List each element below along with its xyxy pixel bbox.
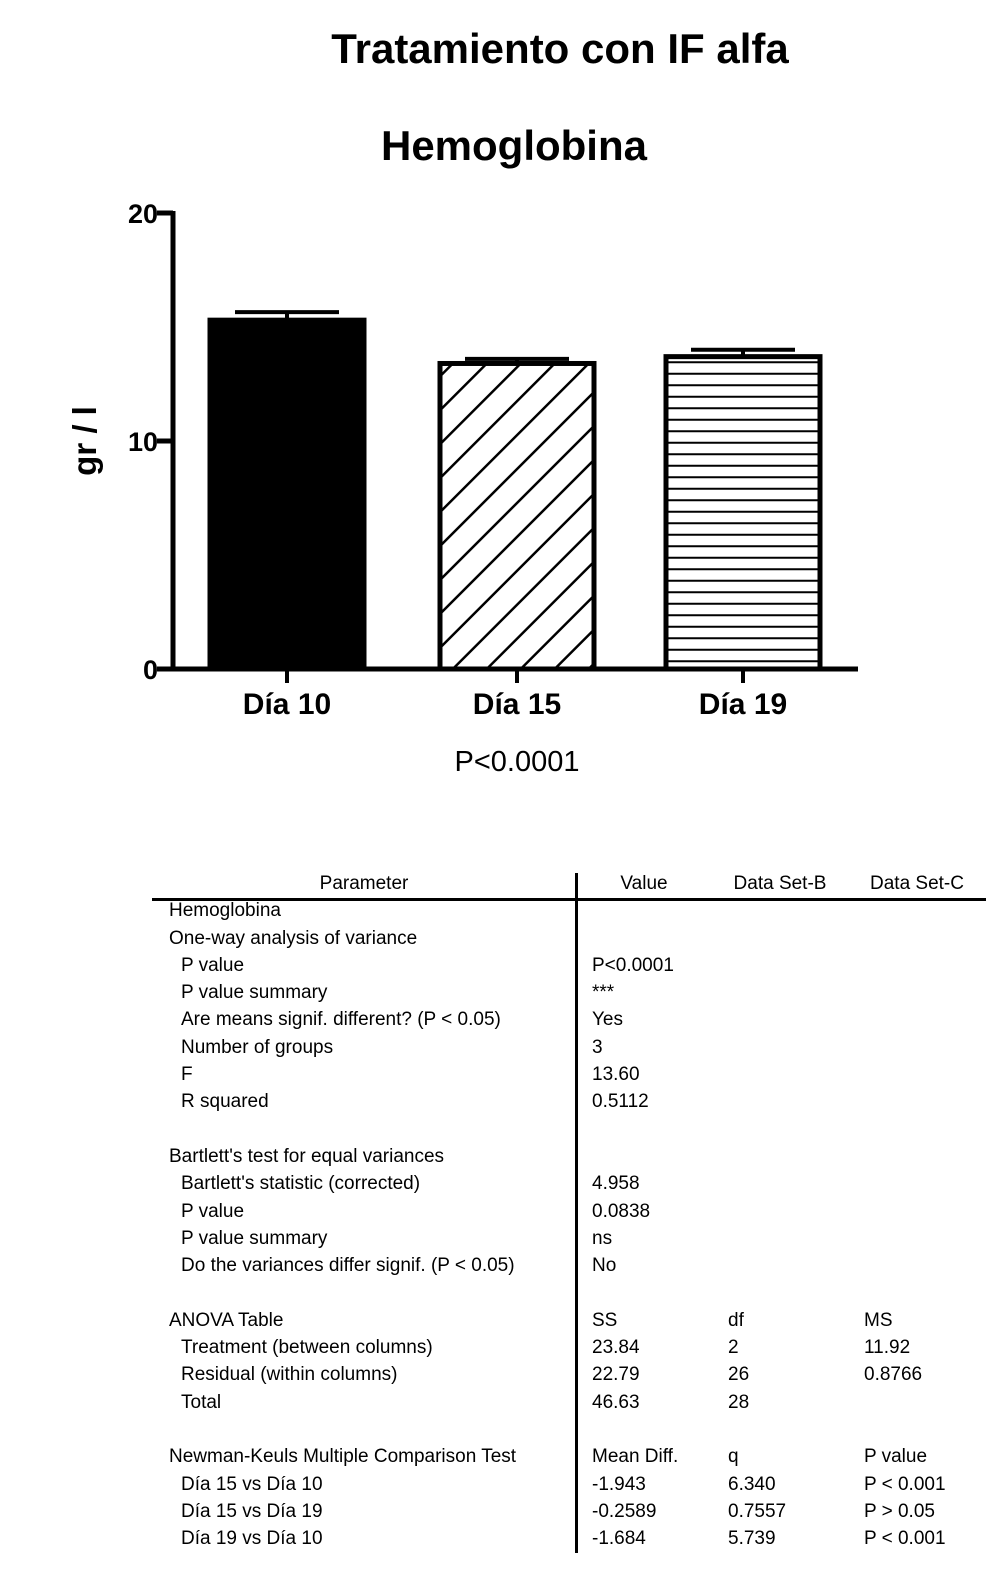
parameter-cell: Bartlett's statistic (corrected): [181, 1173, 421, 1195]
parameter-cell: Hemoglobina: [169, 900, 281, 922]
value-cell: 46.63: [592, 1391, 640, 1413]
value-cell: 23.84: [592, 1337, 640, 1359]
table-row: [152, 1279, 986, 1306]
value-cell: 0.5112: [592, 1091, 649, 1113]
table-row: [152, 1061, 986, 1088]
table-row: [152, 1143, 986, 1170]
header-value: Value: [620, 873, 668, 894]
data-set-c-cell: P > 0.05: [864, 1500, 935, 1522]
value-cell: No: [592, 1255, 617, 1277]
data-set-c-cell: 0.8766: [864, 1364, 923, 1386]
header-parameter: Parameter: [319, 873, 409, 894]
parameter-cell: Treatment (between columns): [181, 1337, 433, 1359]
parameter-cell: P value summary: [181, 1227, 328, 1249]
table-row: [152, 1389, 986, 1416]
anova-results-table: [152, 870, 986, 1552]
value-cell: -1.943: [592, 1473, 646, 1495]
table-row: [152, 897, 986, 924]
parameter-cell: F: [181, 1064, 193, 1086]
y-axis-label: gr / l: [66, 406, 103, 476]
parameter-cell: Newman-Keuls Multiple Comparison Test: [169, 1446, 517, 1468]
table-row: [152, 1198, 986, 1225]
y-tick-label: 0: [142, 655, 158, 685]
table-row: [152, 1225, 986, 1252]
data-set-c-cell: P value: [864, 1446, 928, 1468]
table-row: [152, 1471, 986, 1498]
table-row: [152, 1116, 986, 1143]
data-set-b-cell: q: [728, 1446, 739, 1468]
parameter-cell: ANOVA Table: [169, 1309, 284, 1331]
table-row: [152, 1416, 986, 1443]
parameter-cell: P value: [181, 954, 245, 976]
parameter-cell: Día 15 vs Día 10: [181, 1473, 323, 1495]
table-row: [152, 1443, 986, 1470]
value-cell: Mean Diff.: [592, 1446, 679, 1468]
table-row: [152, 1170, 986, 1197]
data-set-b-cell: 28: [728, 1391, 750, 1413]
value-cell: 13.60: [592, 1064, 640, 1086]
value-cell: 22.79: [592, 1364, 640, 1386]
x-tick-label: Día 10: [242, 688, 332, 721]
parameter-cell: P value: [181, 1200, 245, 1222]
chart-title: Tratamiento con IF alfa: [331, 25, 789, 72]
p-value-annotation: P<0.0001: [454, 746, 580, 778]
value-cell: Yes: [592, 1009, 623, 1031]
parameter-cell: R squared: [181, 1091, 269, 1113]
value-cell: P<0.0001: [592, 954, 674, 976]
data-set-c-cell: MS: [864, 1309, 893, 1331]
value-cell: -0.2589: [592, 1500, 657, 1522]
table-header-row: [152, 870, 986, 897]
value-cell: 3: [592, 1036, 603, 1058]
parameter-cell: One-way analysis of variance: [169, 927, 418, 949]
header-data-set-c: Data Set-C: [870, 873, 964, 894]
bar-3: [666, 357, 820, 669]
table-row: [152, 952, 986, 979]
chart-subtitle: Hemoglobina: [380, 122, 648, 169]
bar-1: [210, 320, 364, 669]
parameter-cell: Do the variances differ signif. (P < 0.05): [181, 1255, 515, 1277]
data-set-b-cell: 6.340: [728, 1473, 776, 1495]
table-row: [152, 1334, 986, 1361]
header-data-set-b: Data Set-B: [733, 873, 827, 894]
table-row: [152, 1006, 986, 1033]
table-row: [152, 1252, 986, 1279]
parameter-cell: Number of groups: [181, 1036, 334, 1058]
data-set-b-cell: 2: [728, 1337, 739, 1359]
data-set-b-cell: 0.7557: [728, 1500, 787, 1522]
value-cell: -1.684: [592, 1528, 646, 1550]
data-set-b-cell: df: [728, 1309, 744, 1331]
table-row: [152, 1498, 986, 1525]
value-cell: ***: [592, 982, 615, 1004]
bar-2: [440, 363, 594, 669]
value-cell: ns: [592, 1227, 613, 1249]
data-set-b-cell: 26: [728, 1364, 750, 1386]
value-cell: SS: [592, 1309, 618, 1331]
value-cell: 4.958: [592, 1173, 640, 1195]
value-cell: 0.0838: [592, 1200, 651, 1222]
table-row: [152, 1088, 986, 1115]
bars-layer: [210, 312, 820, 721]
table-row: [152, 1034, 986, 1061]
data-set-c-cell: P < 0.001: [864, 1473, 946, 1495]
table-row: [152, 1307, 986, 1334]
data-set-b-cell: 5.739: [728, 1528, 776, 1550]
parameter-cell: Día 15 vs Día 19: [181, 1500, 323, 1522]
x-tick-label: Día 15: [472, 688, 562, 721]
parameter-cell: Total: [181, 1391, 222, 1413]
data-set-c-cell: 11.92: [864, 1337, 911, 1359]
table-row: [152, 979, 986, 1006]
parameter-cell: Día 19 vs Día 10: [181, 1528, 323, 1550]
x-tick-label: Día 19: [698, 688, 788, 721]
parameter-cell: P value summary: [181, 982, 328, 1004]
table-row: [152, 1525, 986, 1552]
parameter-cell: Are means signif. different? (P < 0.05): [181, 1009, 501, 1031]
data-set-c-cell: P < 0.001: [864, 1528, 946, 1550]
y-tick-label: 20: [127, 199, 158, 229]
table-row: [152, 1361, 986, 1388]
table-body: [152, 897, 986, 1552]
y-tick-label: 10: [127, 427, 158, 457]
parameter-cell: Residual (within columns): [181, 1364, 398, 1386]
parameter-cell: Bartlett's test for equal variances: [169, 1145, 445, 1167]
table-row: [152, 925, 986, 952]
